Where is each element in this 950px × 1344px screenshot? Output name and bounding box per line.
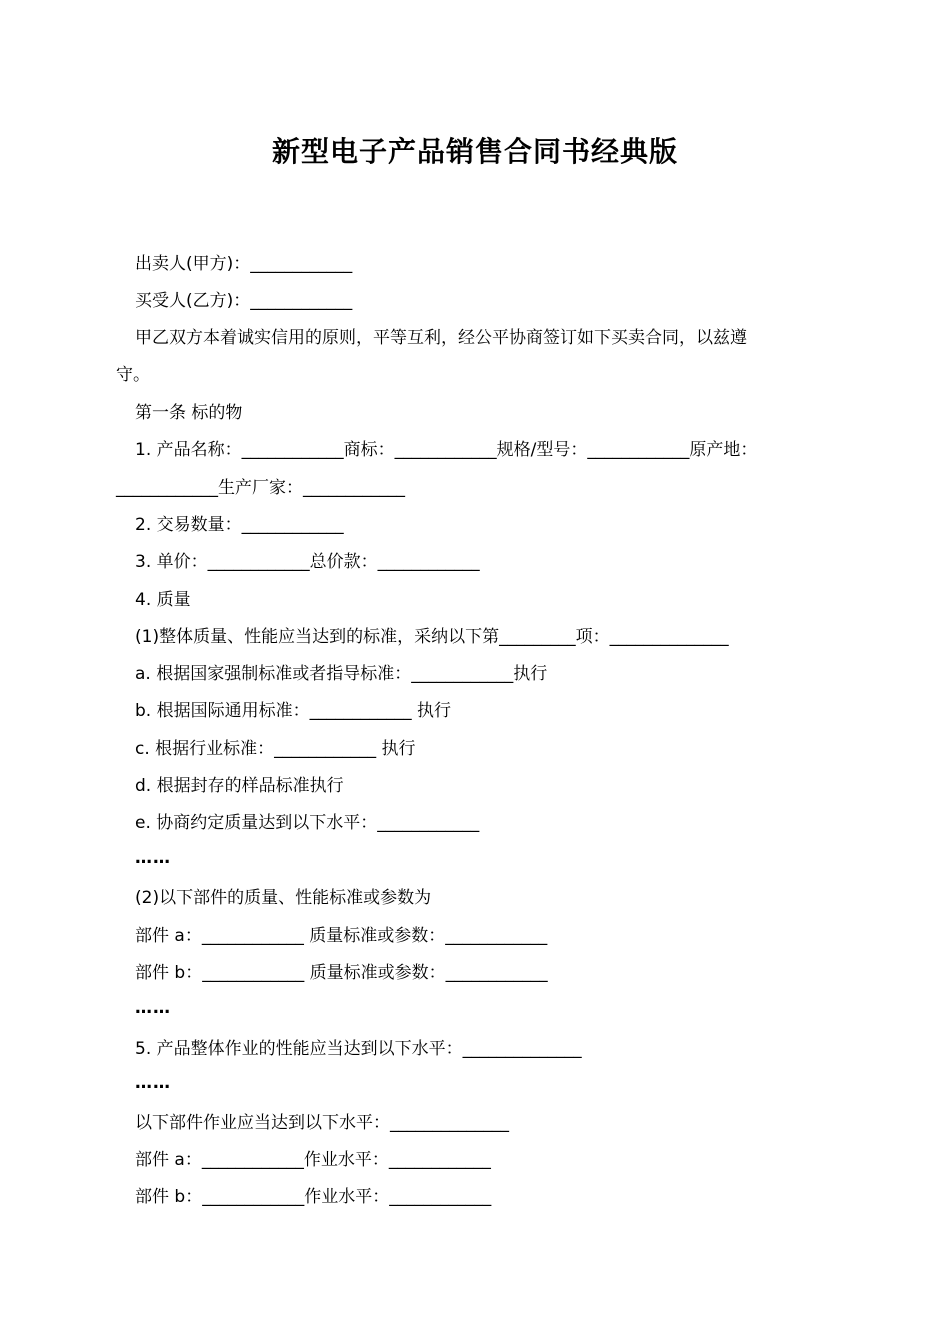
option-e-line: e. 协商约定质量达到以下水平：____________ — [135, 813, 480, 833]
product-info-continuation: ____________生产厂家：____________ — [116, 478, 405, 498]
parts-performance-heading: 以下部件作业应当达到以下水平：______________ — [135, 1113, 509, 1133]
part-b-quality-line: 部件 b：____________ 质量标准或参数：____________ — [135, 963, 548, 983]
seller-line: 出卖人(甲方)：____________ — [135, 254, 353, 274]
performance-line: 5. 产品整体作业的性能应当达到以下水平：______________ — [135, 1039, 582, 1059]
option-c-line: c. 根据行业标准：____________ 执行 — [135, 739, 416, 759]
option-d-line: d. 根据封存的样品标准执行 — [135, 776, 344, 796]
quality-standard-line: (1)整体质量、性能应当达到的标准，采纳以下第_________项：______________ — [135, 627, 729, 647]
parts-standard-heading: (2)以下部件的质量、性能标准或参数为 — [135, 888, 432, 908]
option-b-line: b. 根据国际通用标准：____________ 执行 — [135, 701, 452, 721]
document-title: 新型电子产品销售合同书经典版 — [271, 135, 678, 168]
preamble-continuation: 守。 — [116, 365, 150, 385]
preamble-line: 甲乙双方本着诚实信用的原则，平等互利，经公平协商签订如下买卖合同，以兹遵 — [135, 328, 747, 348]
price-line: 3. 单价：____________总价款：____________ — [135, 552, 480, 572]
ellipsis: …… — [135, 998, 171, 1018]
ellipsis: …… — [135, 848, 171, 868]
part-a-performance-line: 部件 a：____________作业水平：____________ — [135, 1150, 491, 1170]
part-a-quality-line: 部件 a：____________ 质量标准或参数：____________ — [135, 926, 548, 946]
buyer-line: 买受人(乙方)：____________ — [135, 291, 353, 311]
product-info-line: 1. 产品名称：____________商标：____________规格/型号：____________原产地： — [135, 440, 758, 460]
part-b-performance-line: 部件 b：____________作业水平：____________ — [135, 1187, 492, 1207]
ellipsis: …… — [135, 1073, 171, 1093]
quantity-line: 2. 交易数量：____________ — [135, 515, 344, 535]
option-a-line: a. 根据国家强制标准或者指导标准：____________执行 — [135, 664, 548, 684]
article-one-heading: 第一条 标的物 — [135, 403, 243, 423]
quality-heading: 4. 质量 — [135, 590, 191, 610]
